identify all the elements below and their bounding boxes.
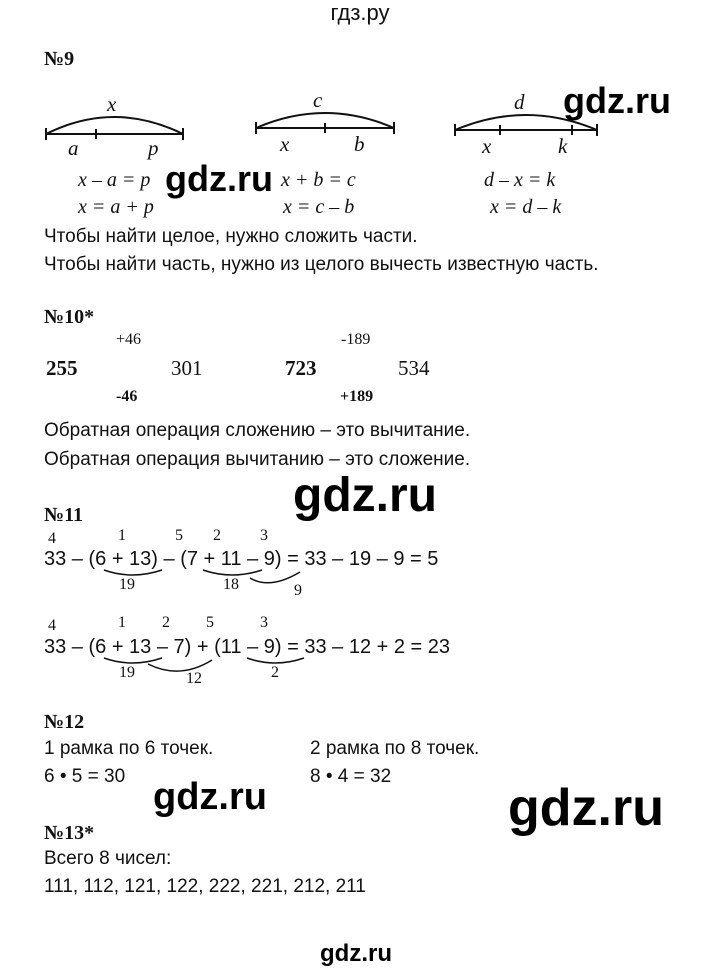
expr1-order: 3 (260, 527, 268, 544)
expr2-sub: 2 (271, 664, 279, 681)
task10a-top-op: +46 (116, 331, 142, 348)
segment-diagram-1 (46, 117, 183, 140)
seg3-eq1: d – x = k (484, 169, 556, 191)
expr1-order: 5 (175, 527, 183, 544)
watermark-logo: gdz.ru (508, 779, 664, 837)
watermark-logo: gdz.ru (563, 80, 671, 121)
task10b-top-op: -189 (341, 331, 371, 348)
expr2-order: 5 (206, 614, 214, 631)
page-header: гдз.ру (330, 0, 390, 25)
task11-number: №11 (44, 504, 83, 526)
task11-expr2: 33 – (6 + 13 – 7) + (11 – 9) = 33 – 12 + 2 = 23 (44, 636, 451, 658)
seg3-total: d (514, 90, 525, 114)
task10a-start: 255 (46, 356, 78, 380)
expr1-sub: 18 (223, 576, 239, 593)
task9-rule1: Чтобы найти целое, нужно сложить части. (44, 226, 418, 247)
task9-rule2: Чтобы найти часть, нужно из целого вычесть известную часть. (44, 254, 599, 275)
task13-line2: 111, 112, 121, 122, 222, 221, 212, 211 (44, 876, 366, 897)
seg2-eq2: x = c – b (283, 196, 355, 218)
task10a-result: 301 (171, 356, 203, 380)
seg1-right: p (148, 136, 159, 160)
task12-left-eq: 6 • 5 = 30 (44, 766, 126, 787)
watermark-logo: gdz.ru (153, 776, 267, 818)
task13-number: №13* (44, 822, 95, 844)
expr1-sub: 19 (119, 576, 135, 593)
segment-diagram-2 (256, 113, 394, 134)
task13-line1: Всего 8 чисел: (44, 848, 172, 869)
task12-number: №12 (44, 711, 85, 733)
expr1-order: 4 (48, 530, 56, 547)
task11-expr1: 33 – (6 + 13) – (7 + 11 – 9) = 33 – 19 – 9 = 5 (44, 548, 439, 570)
task10-rule1: Обратная операция сложению – это вычитание. (44, 420, 471, 441)
expr2-order: 4 (48, 617, 56, 634)
watermark-logo: gdz.ru (165, 158, 273, 199)
task10b-result: 534 (398, 356, 430, 380)
seg3-right: k (558, 134, 568, 158)
expr2-order: 1 (118, 614, 126, 631)
task12-right-eq: 8 • 4 = 32 (310, 766, 392, 787)
expr1-sub: 9 (294, 582, 302, 599)
task10-number: №10* (44, 306, 95, 328)
watermark-logo: gdz.ru (293, 469, 437, 522)
seg3-left: x (482, 134, 492, 158)
seg1-total: x (107, 92, 117, 116)
expr1-order: 2 (213, 527, 221, 544)
seg1-left: a (68, 136, 79, 160)
seg2-right: b (354, 132, 365, 156)
seg2-total: c (313, 88, 323, 112)
task12-left-text: 1 рамка по 6 точек. (44, 738, 214, 759)
task10a-bottom-op: -46 (116, 388, 138, 405)
expr2-order: 2 (162, 614, 170, 631)
seg1-eq1: x – a = p (78, 169, 151, 191)
seg2-left: x (280, 132, 290, 156)
seg2-eq1: x + b = c (281, 169, 356, 191)
expr1-order: 1 (118, 527, 126, 544)
seg3-eq2: x = d – k (490, 196, 562, 218)
expr2-order: 3 (260, 614, 268, 631)
task10b-start: 723 (285, 356, 317, 380)
watermark-logo: gdz.ru (320, 940, 392, 967)
task10b-bottom-op: +189 (340, 388, 374, 405)
expr2-sub: 12 (186, 670, 202, 687)
task9-number: №9 (44, 48, 75, 70)
expr2-sub: 19 (119, 664, 135, 681)
task12-right-text: 2 рамка по 8 точек. (310, 738, 480, 759)
seg1-eq2: x = a + p (78, 196, 154, 218)
task10-rule2: Обратная операция вычитанию – это сложение. (44, 449, 471, 470)
